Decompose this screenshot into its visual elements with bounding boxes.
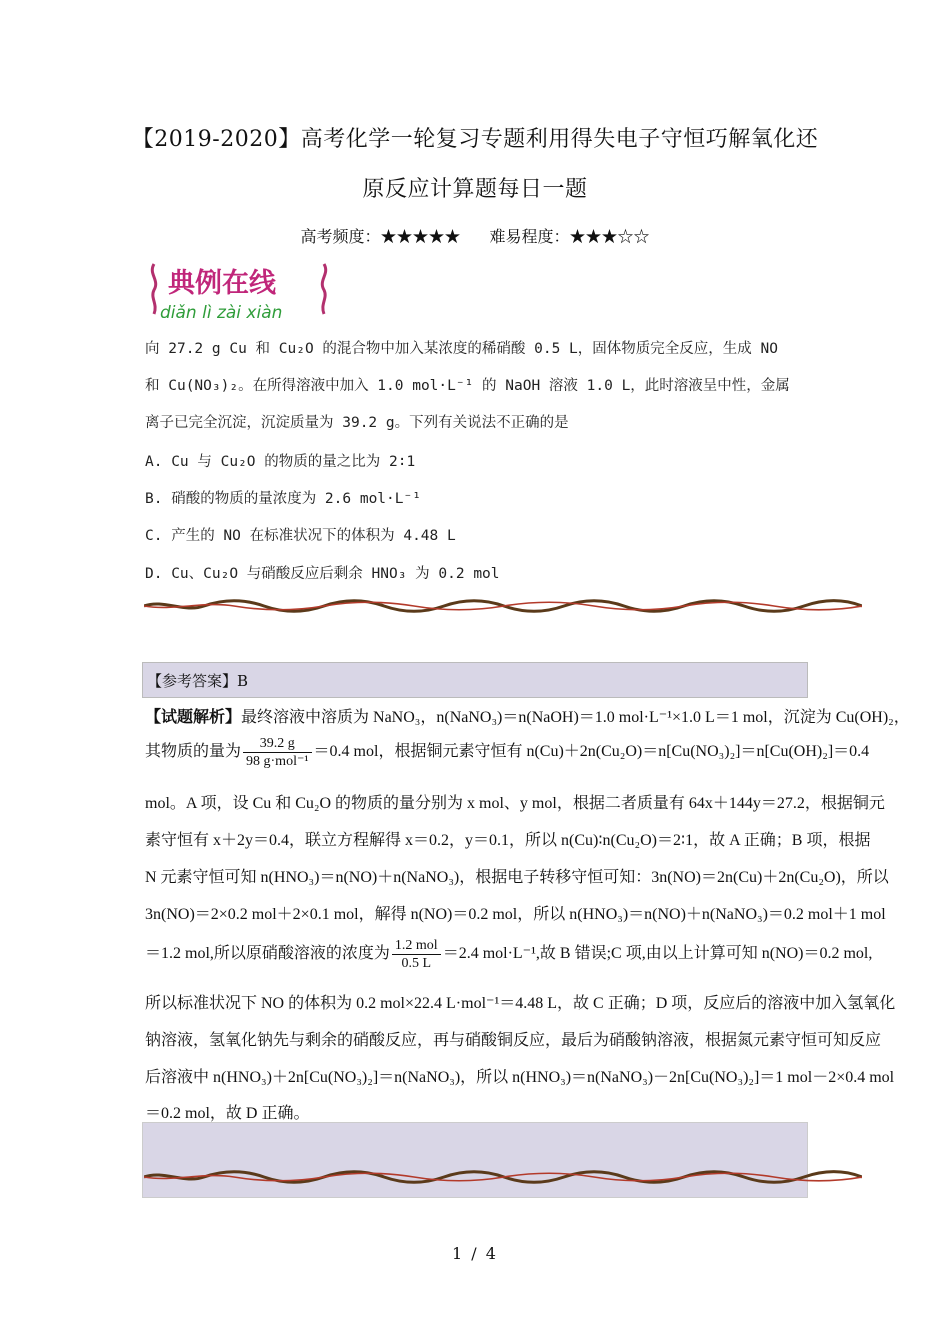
question-line-2: 和 Cu(NO₃)₂。在所得溶液中加入 1.0 mol·L⁻¹ 的 NaOH 溶液 1.0 L，此时溶液呈中性，金属 (145, 378, 790, 394)
analysis-line-8: 所以标准状况下 NO 的体积为 0.2 mol×22.4 L·mol⁻¹＝4.48 L，故 C 正确；D 项，反应后的溶液中加入氢氧化 (145, 995, 896, 1012)
analysis-line-11: ＝0.2 mol，故 D 正确。 (145, 1105, 310, 1122)
difficulty-rating: 难易程度：★★★☆☆ (489, 227, 650, 246)
meta-row (0, 224, 950, 247)
dianli-zaixian-logo (146, 258, 336, 324)
doc-title-line2: 原反应计算题每日一题 (362, 177, 588, 202)
analysis-line-4: 素守恒有 x＋2y＝0.4，联立方程解得 x＝0.2，y＝0.1，所以 n(Cu)∶n(Cu₂O)＝2∶1，故 A 正确；B 项，根据 (145, 832, 871, 849)
fraction-moles-cuoh2: $\frac{39.2 g}{\text{98 g·mol⁻¹}}$ (243, 735, 312, 770)
fraction-concentration: $\frac{\text{1.2 mol}}{0.5 L}$ (392, 937, 441, 972)
question-line-3: 离子已完全沉淀，沉淀质量为 39.2 g。下列有关说法不正确的是 (145, 415, 569, 431)
option-d: D. Cu、Cu₂O 与硝酸反应后剩余 HNO₃ 为 0.2 mol (145, 566, 500, 582)
analysis-line-10: 后溶液中 n(HNO₃)＋2n[Cu(NO₃)₂]＝n(NaNO₃)，所以 n(HNO₃)＝n(NaNO₃)－2n[Cu(NO₃)₂]＝1 mol－2×0.4 mol (145, 1069, 895, 1086)
answer-panel-footer (142, 1122, 808, 1198)
analysis-line-9: 钠溶液，氢氧化钠先与剩余的硝酸反应，再与硝酸铜反应，最后为硝酸钠溶液，根据氮元素守恒可知反应 (145, 1032, 882, 1049)
option-c: C. 产生的 NO 在标准状况下的体积为 4.48 L (145, 528, 456, 544)
doc-title-line1: 【2019-2020】高考化学一轮复习专题利用得失电子守恒巧解氧化还 (131, 127, 819, 152)
analysis-line-5: N 元素守恒可知 n(HNO₃)＝n(NO)＋n(NaNO₃)，根据电子转移守恒可知：3n(NO)＝2n(Cu)＋2n(Cu₂O)，所以 (145, 869, 889, 886)
analysis-line-6: 3n(NO)＝2×0.2 mol＋2×0.1 mol，解得 n(NO)＝0.2 mol，所以 n(HNO₃)＝n(NO)＋n(NaNO₃)＝0.2 mol＋1 mol (145, 906, 886, 923)
question-line-1: 向 27.2 g Cu 和 Cu₂O 的混合物中加入某浓度的稀硝酸 0.5 L，固体物质完全反应，生成 NO (145, 341, 778, 357)
analysis-label: 【试题解析】 (145, 709, 242, 726)
frequency-rating: 高考频度：★★★★★ (300, 227, 461, 246)
logo-cn: 典例在线 (168, 268, 276, 299)
analysis-line-2: 其物质的量为 $\frac{39.2 g}{\text{98 g·mol⁻¹}}$ ＝0.4 mol，根据铜元素守恒有 n(Cu)＋2n(Cu₂O)＝n[Cu(NO₃)₂]＝n[Cu(OH)₂]＝0.4 (145, 736, 870, 769)
logo-pinyin: diǎn lì zài xiàn (160, 303, 283, 323)
reference-answer: 【参考答案】B (142, 662, 808, 698)
page-number: 1 / 4 (452, 1244, 498, 1263)
analysis-line-3: mol。A 项，设 Cu 和 Cu₂O 的物质的量分别为 x mol、y mol，根据二者质量有 64x＋144y＝27.2，根据铜元 (145, 795, 885, 812)
analysis-line-7: ＝1.2 mol,所以原硝酸溶液的浓度为 $\frac{\text{1.2 mol}}{0.5 L}$ ＝2.4 mol·L⁻¹,故 B 错误;C 项,由以上计算可知 n(NO)＝0.2 mol, (145, 938, 873, 971)
analysis-line-1: 【试题解析】最终溶液中溶质为 NaNO₃，n(NaNO₃)＝n(NaOH)＝1.0 mol·L⁻¹×1.0 L＝1 mol，沉淀为 Cu(OH)₂， (145, 709, 910, 726)
vine-divider-bottom (144, 1168, 862, 1186)
option-b: B. 硝酸的物质的量浓度为 2.6 mol·L⁻¹ (145, 491, 421, 507)
vine-divider-top (144, 597, 862, 615)
option-a: A. Cu 与 Cu₂O 的物质的量之比为 2∶1 (145, 454, 416, 470)
